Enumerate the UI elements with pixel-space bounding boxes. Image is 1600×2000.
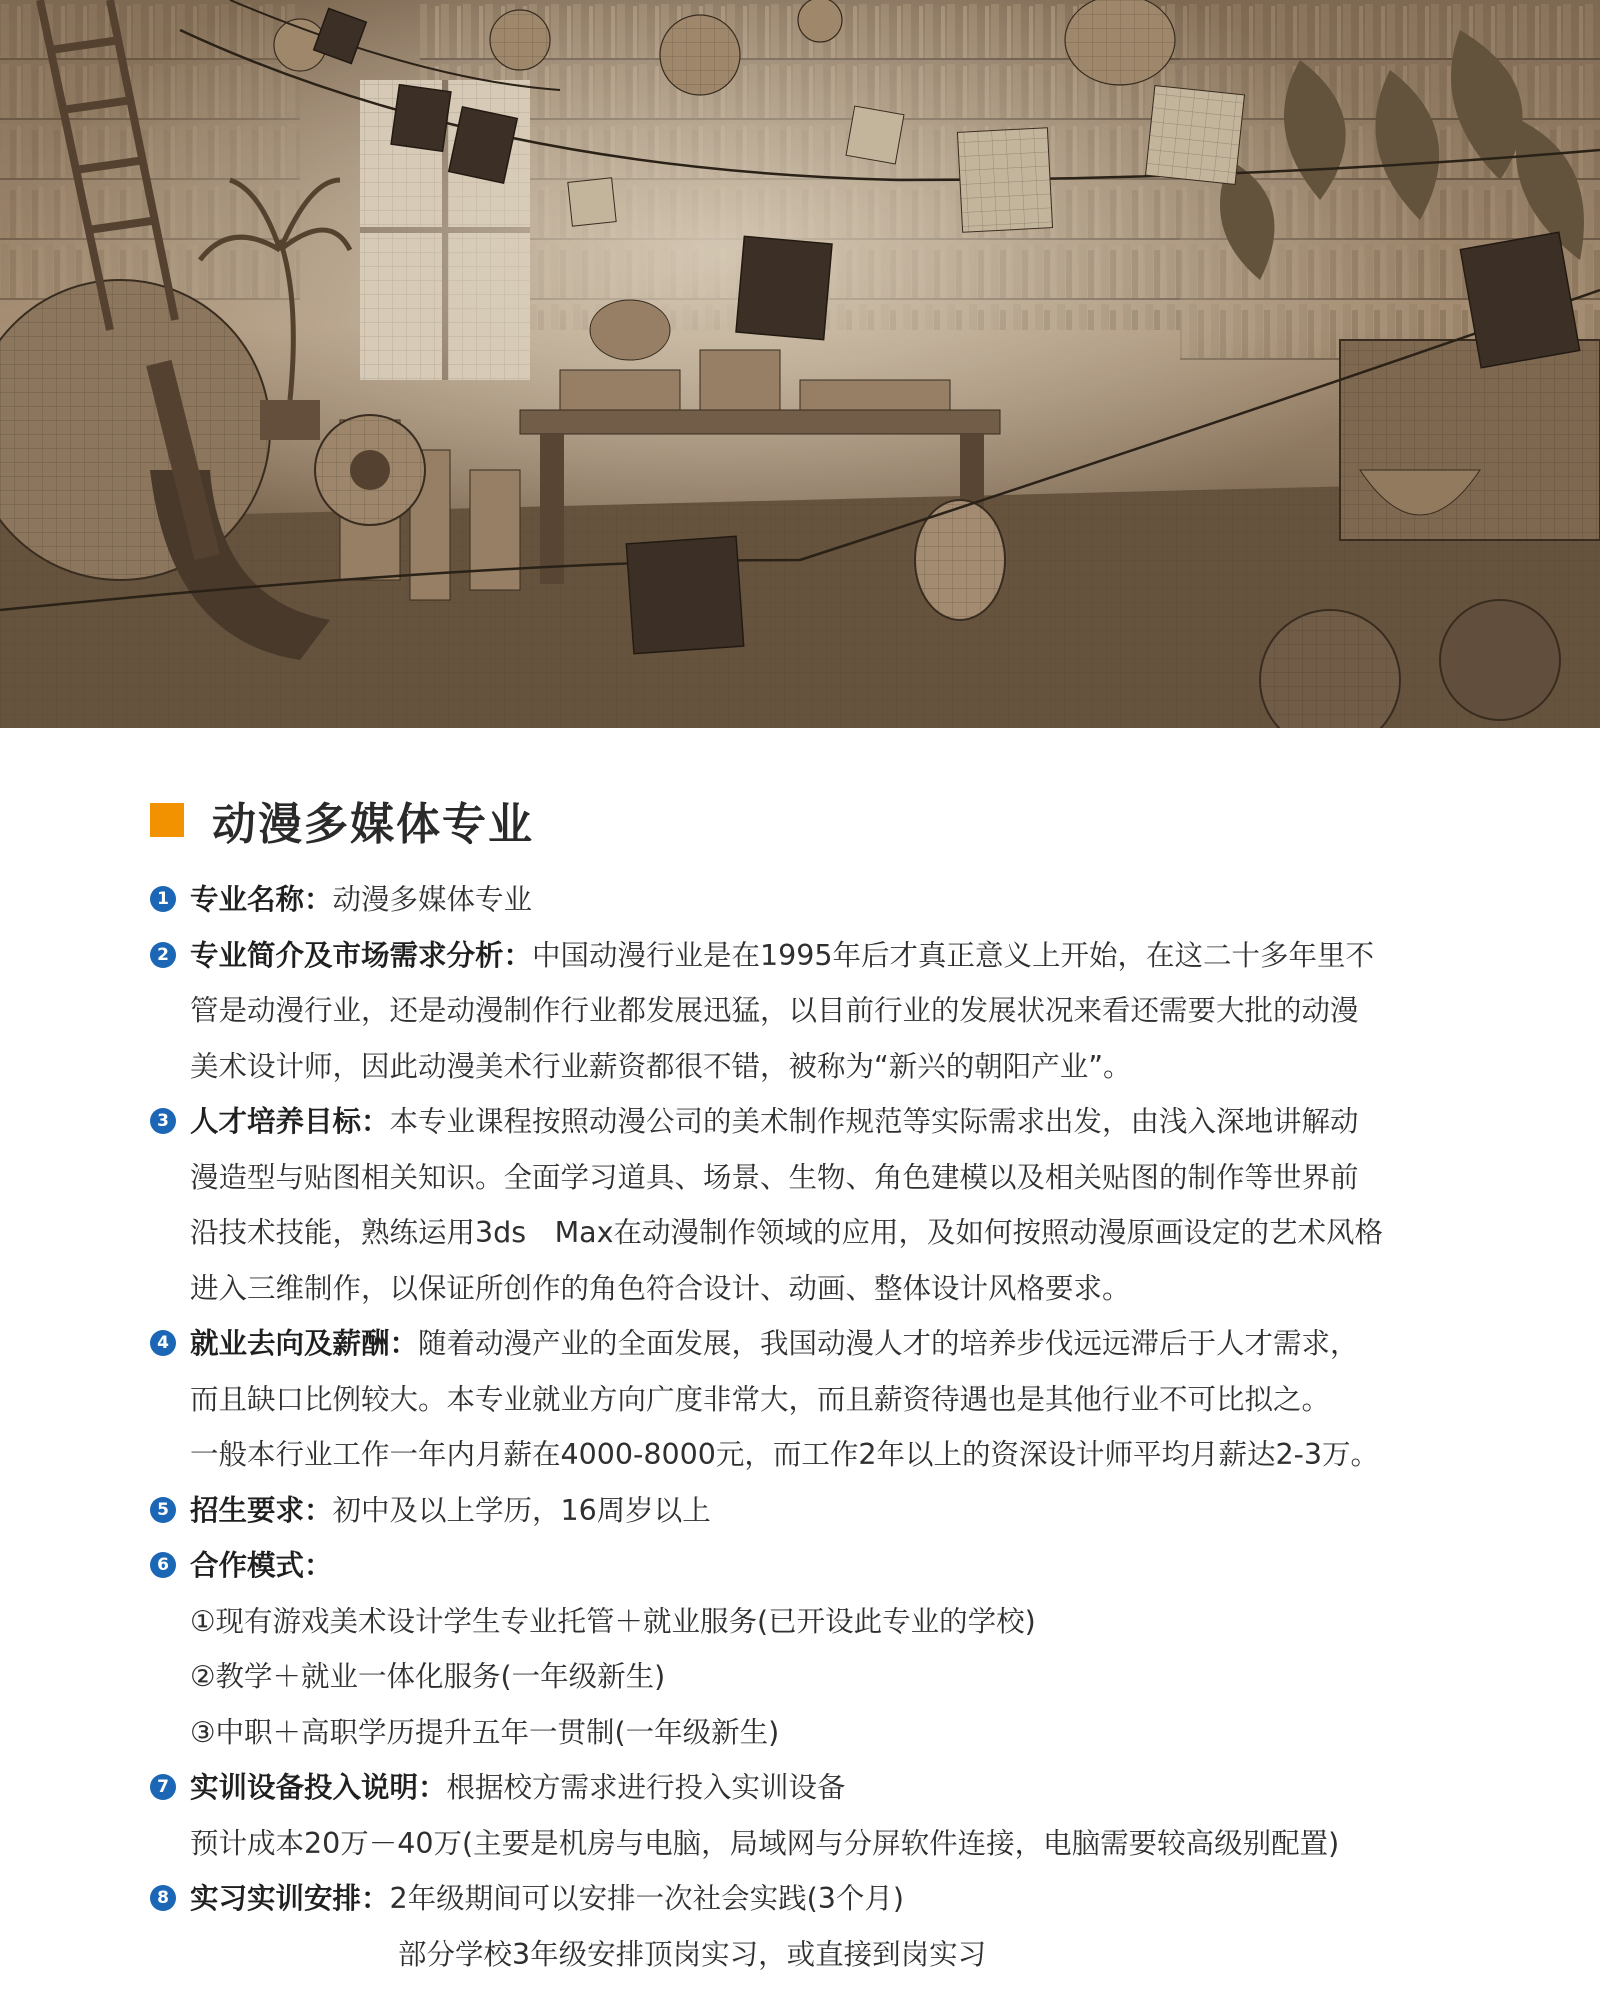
list-item-employment-salary: [150, 1316, 1470, 1483]
vintage-study-room-3d-wireframe-illustration: [0, 0, 1600, 728]
item-line: [190, 1538, 1470, 1594]
content-section: [150, 790, 1470, 1982]
item-text: 中国动漫行业是在1995年后才真正意义上开始，在这二十多年里不: [532, 938, 1375, 972]
number-badge: 7: [150, 1774, 176, 1800]
hero-image: [0, 0, 1600, 728]
item-label: 就业去向及薪酬：: [190, 1327, 419, 1360]
item-line: ①现有游戏美术设计学生专业托管＋就业服务(已开设此专业的学校): [190, 1604, 1036, 1638]
item-line: [190, 872, 1470, 928]
item-line: 进入三维制作，以保证所创作的角色符合设计、动画、整体设计风格要求。: [190, 1271, 1131, 1305]
item-line: [190, 1760, 1470, 1816]
item-line: 沿技术技能，熟练运用3ds Max在动漫制作领域的应用，及如何按照动漫原画设定的艺术风格: [190, 1216, 1383, 1249]
list-item-enrollment: [150, 1483, 1470, 1539]
item-line: 漫造型与贴图相关知识。全面学习道具、场景、生物、角色建模以及相关贴图的制作等世界前: [190, 1160, 1359, 1194]
page-title: 动漫多媒体专业: [212, 799, 534, 850]
number-badge: 6: [150, 1552, 176, 1578]
item-line: [190, 1871, 1470, 1927]
item-line: ②教学＋就业一体化服务(一年级新生): [190, 1660, 666, 1693]
item-line: [190, 928, 1470, 984]
item-line: [190, 1094, 1470, 1150]
list-item-cooperation-mode: [150, 1538, 1470, 1760]
number-badge: 1: [150, 886, 176, 912]
list-item-market-analysis: [150, 928, 1470, 1095]
item-text: 2年级期间可以安排一次社会实践(3个月): [389, 1882, 905, 1915]
heading-accent-square: [150, 803, 184, 837]
item-text: 根据校方需求进行投入实训设备: [446, 1771, 846, 1804]
list-item-equipment: [150, 1760, 1470, 1871]
item-text: 随着动漫产业的全面发展，我国动漫人才的培养步伐远远滞后于人才需求，: [418, 1327, 1359, 1360]
item-line: 部分学校3年级安排顶岗实习，或直接到岗实习: [398, 1937, 987, 1971]
item-label: 专业简介及市场需求分析：: [190, 938, 533, 972]
item-label: 实习实训安排：: [190, 1882, 390, 1915]
item-label: 合作模式：: [190, 1549, 333, 1582]
item-line: 一般本行业工作一年内月薪在4000-8000元，而工作2年以上的资深设计师平均月薪达2-3万。: [190, 1438, 1380, 1471]
item-text: 本专业课程按照动漫公司的美术制作规范等实际需求出发，由浅入深地讲解动: [389, 1105, 1359, 1138]
number-badge: 4: [150, 1330, 176, 1356]
item-line: 预计成本20万－40万(主要是机房与电脑，局域网与分屏软件连接，电脑需要较高级别配置): [190, 1826, 1340, 1860]
number-badge: 2: [150, 942, 176, 968]
item-line: [190, 1483, 1470, 1539]
item-text: 动漫多媒体专业: [332, 883, 533, 916]
item-line: 美术设计师，因此动漫美术行业薪资都很不错，被称为“新兴的朝阳产业”。: [190, 1049, 1132, 1083]
number-badge: 3: [150, 1108, 176, 1134]
item-label: 人才培养目标：: [190, 1105, 390, 1138]
item-label: 专业名称：: [190, 883, 333, 916]
item-text: 初中及以上学历，16周岁以上: [332, 1493, 711, 1527]
item-line: [190, 1316, 1470, 1372]
item-line: 而且缺口比例较大。本专业就业方向广度非常大，而且薪资待遇也是其他行业不可比拟之。: [190, 1382, 1331, 1416]
item-line: ③中职＋高职学历提升五年一贯制(一年级新生): [190, 1715, 780, 1749]
list-item-training-goal: [150, 1094, 1470, 1316]
section-heading: [150, 790, 1470, 850]
number-badge: 5: [150, 1497, 176, 1523]
list-item-internship: [150, 1871, 1470, 1982]
item-line: 管是动漫行业，还是动漫制作行业都发展迅猛，以目前行业的发展状况来看还需要大批的动漫: [190, 994, 1359, 1027]
item-label: 招生要求：: [190, 1493, 333, 1527]
list-item-major-name: [150, 872, 1470, 928]
number-badge: 8: [150, 1885, 176, 1911]
item-label: 实训设备投入说明：: [190, 1771, 447, 1804]
